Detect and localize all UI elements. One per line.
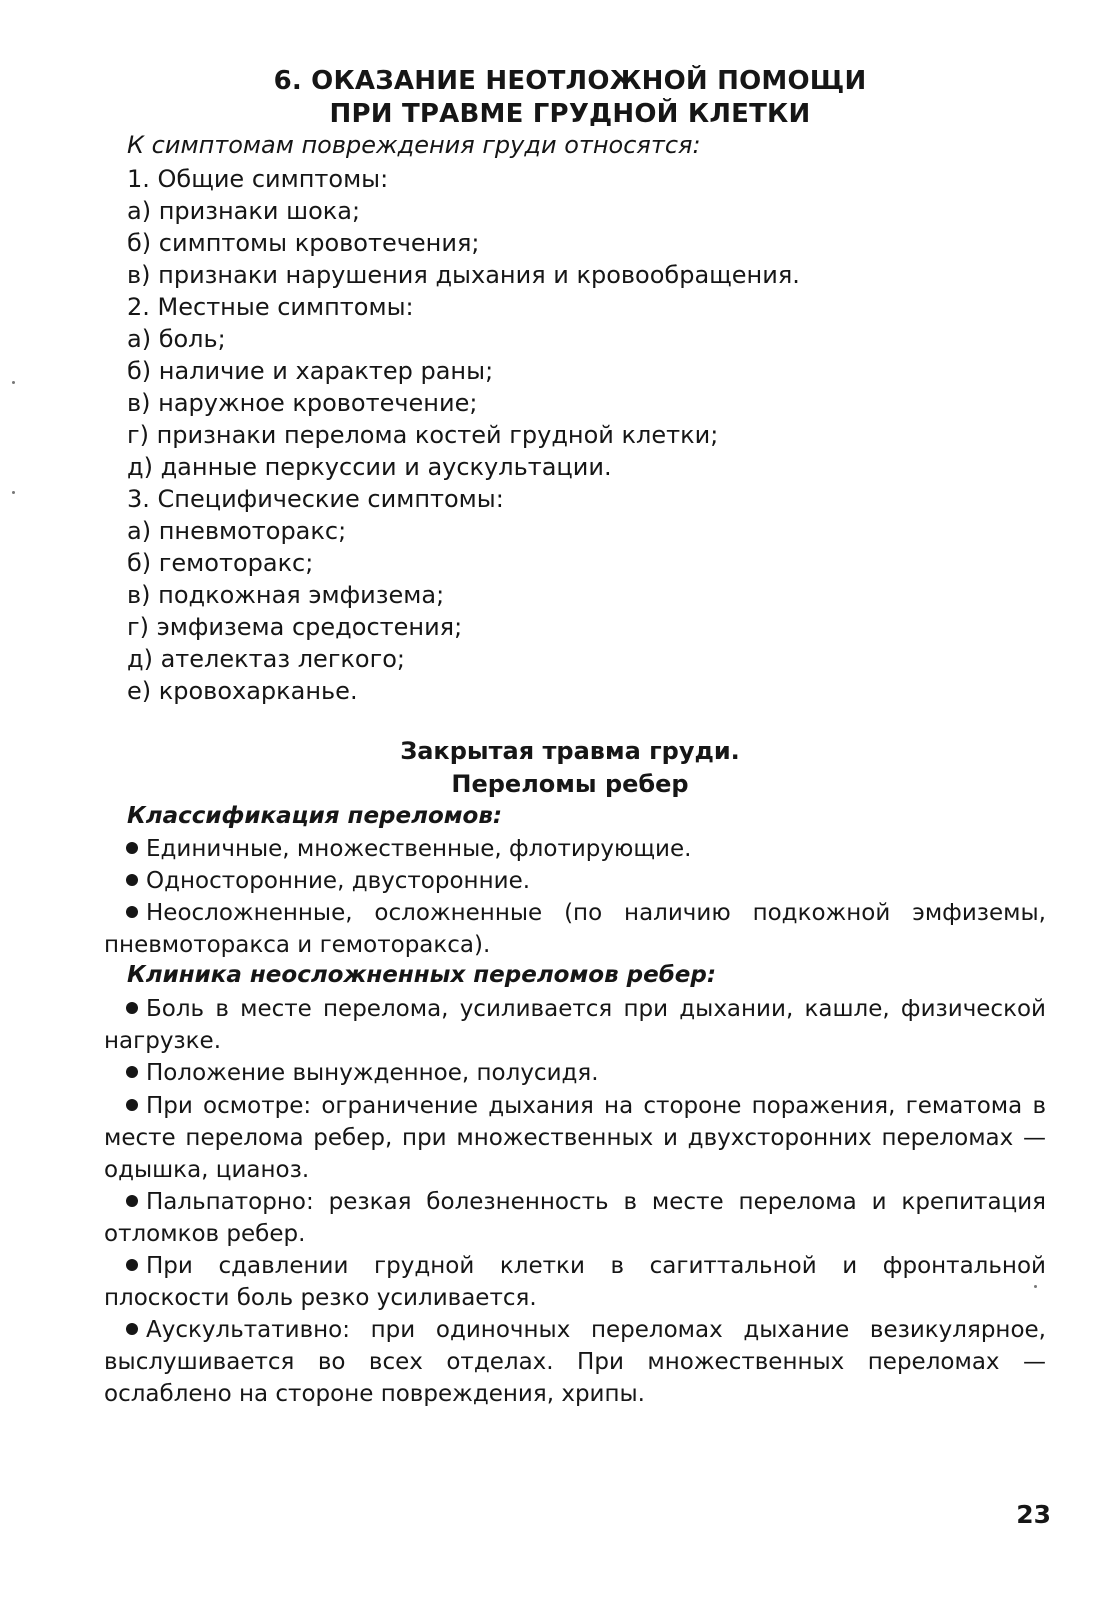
chapter-title-line-2: ПРИ ТРАВМЕ ГРУДНОЙ КЛЕТКИ bbox=[329, 99, 811, 129]
bullet-icon bbox=[126, 842, 138, 854]
clinic-heading: Клиника неосложненных переломов ребер: bbox=[127, 962, 717, 988]
symptom-item: д) ателектаз легкого; bbox=[127, 645, 405, 673]
bullet-icon bbox=[126, 1066, 138, 1078]
symptom-item: г) признаки перелома костей грудной клетки; bbox=[127, 421, 719, 449]
clinic-item: Аускультативно: при одиночных переломах дыхание везикулярное, выслушивается во всех отделах. При множественных переломах — ослаблено на стороне повреждения, хрипы. bbox=[104, 1317, 1046, 1407]
symptom-item: д) данные перкуссии и аускультации. bbox=[127, 453, 612, 481]
chapter-title-line-1: 6. ОКАЗАНИЕ НЕОТЛОЖНОЙ ПОМОЩИ bbox=[273, 66, 867, 96]
classification-heading: Классификация переломов: bbox=[127, 803, 503, 829]
page-number: 23 bbox=[1016, 1500, 1051, 1529]
section-title-line-1: Закрытая травма груди. bbox=[400, 737, 740, 765]
clinic-item: При сдавлении грудной клетки в сагиттальной и фронтальной плоскости боль резко усиливается. bbox=[104, 1253, 1046, 1311]
scan-speck bbox=[12, 381, 15, 384]
symptom-item: а) признаки шока; bbox=[127, 197, 361, 225]
intro-text: К симптомам повреждения груди относятся: bbox=[127, 131, 701, 159]
bullet-icon bbox=[126, 874, 138, 886]
clinic-item: Боль в месте перелома, усиливается при дыхании, кашле, физической нагрузке. bbox=[104, 996, 1046, 1054]
symptom-item: а) боль; bbox=[127, 325, 226, 353]
symptom-item: б) наличие и характер раны; bbox=[127, 357, 494, 385]
symptom-item: 1. Общие симптомы: bbox=[127, 165, 389, 193]
clinic-item: При осмотре: ограничение дыхания на стороне поражения, гематома в месте перелома ребер, при множественных и двухсторонних переломах — одышка, цианоз. bbox=[104, 1093, 1046, 1183]
symptom-item: в) наружное кровотечение; bbox=[127, 389, 478, 417]
classification-item: Неосложненные, осложненные (по наличию подкожной эмфиземы, пневмоторакса и гемоторакса). bbox=[104, 900, 1046, 958]
scan-speck bbox=[1034, 1285, 1037, 1288]
symptom-item: в) признаки нарушения дыхания и кровообращения. bbox=[127, 261, 800, 289]
symptom-item: 2. Местные симптомы: bbox=[127, 293, 414, 321]
bullet-icon bbox=[126, 1259, 138, 1271]
symptom-list bbox=[127, 163, 800, 707]
section-title-line-2: Переломы ребер bbox=[451, 770, 689, 798]
symptom-item: 3. Специфические симптомы: bbox=[127, 485, 504, 513]
classification-item: Единичные, множественные, флотирующие. bbox=[104, 833, 1046, 865]
scan-speck bbox=[12, 491, 15, 494]
bullet-icon bbox=[126, 1002, 138, 1014]
symptom-item: б) гемоторакс; bbox=[127, 549, 314, 577]
symptom-item: а) пневмоторакс; bbox=[127, 517, 347, 545]
bullet-icon bbox=[126, 1195, 138, 1207]
bullet-icon bbox=[126, 1323, 138, 1335]
classification-item: Односторонние, двусторонние. bbox=[104, 865, 1046, 897]
symptom-item: б) симптомы кровотечения; bbox=[127, 229, 480, 257]
symptom-item: в) подкожная эмфизема; bbox=[127, 581, 445, 609]
symptom-item: е) кровохарканье. bbox=[127, 677, 358, 705]
symptom-item: г) эмфизема средостения; bbox=[127, 613, 463, 641]
bullet-icon bbox=[126, 906, 138, 918]
clinic-item: Пальпаторно: резкая болезненность в месте перелома и крепитация отломков ребер. bbox=[104, 1189, 1046, 1247]
bullet-icon bbox=[126, 1099, 138, 1111]
clinic-item: Положение вынужденное, полусидя. bbox=[104, 1057, 1046, 1089]
